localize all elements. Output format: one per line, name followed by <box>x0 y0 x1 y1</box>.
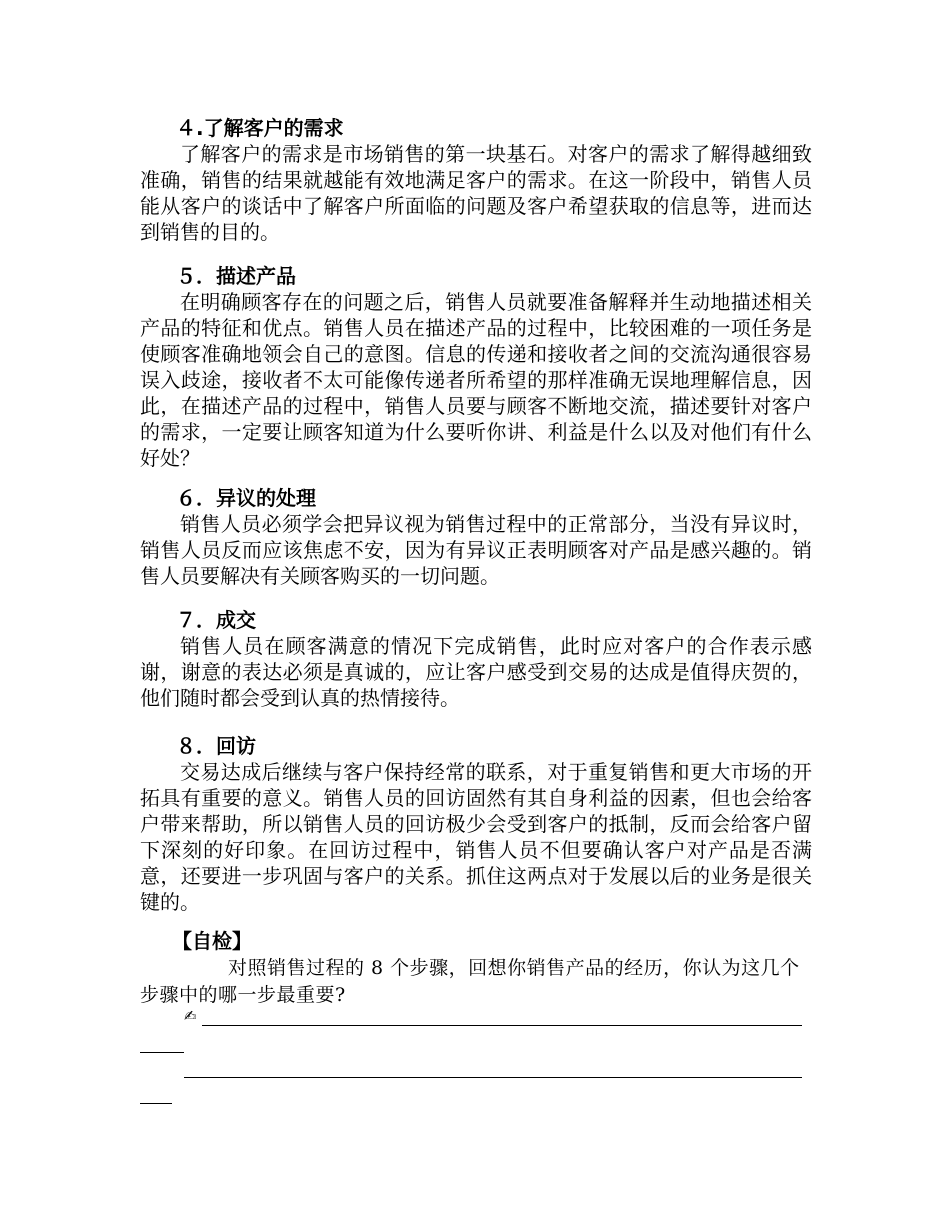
section-closing <box>140 607 812 711</box>
answer-line[interactable] <box>184 1077 802 1078</box>
self-check-heading: 【自检】 <box>172 929 252 953</box>
answer-line-continuation[interactable] <box>140 1052 184 1053</box>
section-heading: ５．描述产品 <box>176 264 296 288</box>
section-paragraph: 交易达成后继续与客户保持经常的联系，对于重复销售和更大市场的开拓具有重要的意义。销售人员的回访固然有其自身利益的因素，但也会给客户带来帮助，所以销售人员的回访极少会受到客户的抵制，反而会给客户留下深刻的好印象。在回访过程中，销售人员不但要确认客户对产品是否满意，还要进一步巩固与客户的关系。抓住这两点对于发展以后的业务是很关键的。 <box>140 760 812 914</box>
pen-icon: ✍ <box>184 1007 197 1025</box>
answer-line[interactable] <box>202 1025 802 1026</box>
section-describe-product <box>140 263 812 471</box>
section-objection-handling <box>140 485 812 589</box>
section-heading: ４.了解客户的需求 <box>176 116 344 140</box>
section-follow-up <box>140 733 812 915</box>
section-paragraph: 销售人员在顾客满意的情况下完成销售，此时应对客户的合作表示感谢，谢意的表达必须是真诚的，应让客户感受到交易的达成是值得庆贺的，他们随时都会受到认真的热情接待。 <box>140 634 812 710</box>
section-paragraph: 在明确顾客存在的问题之后，销售人员就要准备解释并生动地描述相关产品的特征和优点。销售人员在描述产品的过程中，比较困难的一项任务是使顾客准确地领会自己的意图。信息的传递和接收者之间的交流沟通很容易误入歧途，接收者不太可能像传递者所希望的那样准确无误地理解信息，因此，在描述产品的过程中，销售人员要与顾客不断地交流，描述要针对客户的需求，一定要让顾客知道为什么要听你讲、利益是什么以及对他们有什么好处？ <box>140 290 812 470</box>
answer-line-continuation[interactable] <box>140 1103 172 1104</box>
section-heading: ６．异议的处理 <box>176 486 316 510</box>
section-heading: ７．成交 <box>176 608 256 632</box>
section-paragraph: 了解客户的需求是市场销售的第一块基石。对客户的需求了解得越细致准确，销售的结果就越能有效地满足客户的需求。在这一阶段中，销售人员能从客户的谈话中了解客户所面临的问题及客户希望获取的信息等，进而达到销售的目的。 <box>140 142 812 244</box>
section-paragraph: 销售人员必须学会把异议视为销售过程中的正常部分，当没有异议时，销售人员反而应该焦虑不安，因为有异议正表明顾客对产品是感兴趣的。销售人员要解决有关顾客购买的一切问题。 <box>140 512 812 588</box>
section-heading: ８．回访 <box>176 734 256 758</box>
section-understand-needs <box>140 115 812 245</box>
self-check-question: 对照销售过程的 8 个步骤，回想你销售产品的经历，你认为这几个步骤中的哪一步最重要? <box>140 957 800 1006</box>
